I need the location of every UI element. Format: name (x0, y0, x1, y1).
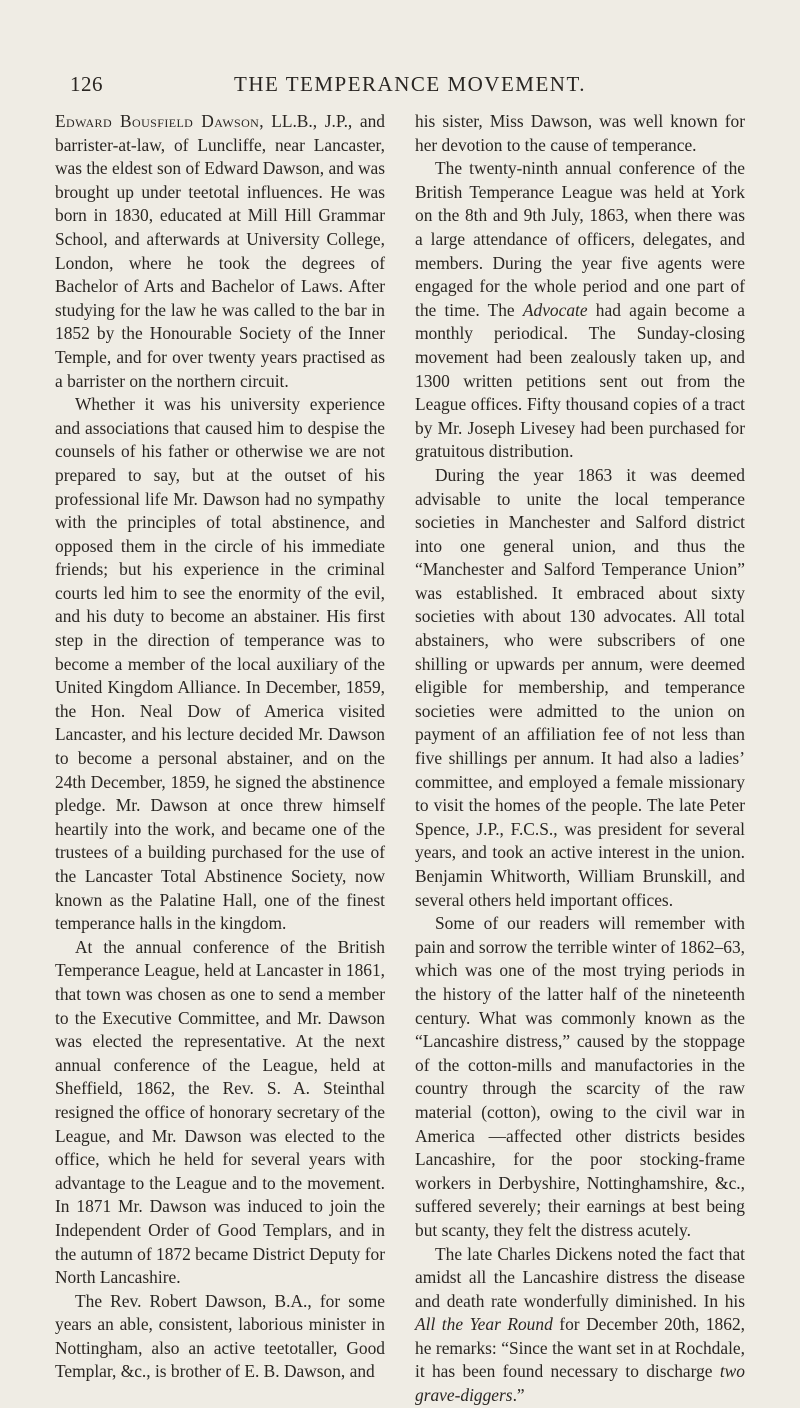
paragraph-manchester-union: During the year 1863 it was deemed advisable to unite the local temperance societies in Manchester and Salford district into one general union, and thus the “Manchester and Salford Temperance Union” was established. It embraced about sixty societies with about 130 advocates. All total abstainers, who were subscribers of one shilling or upwards per annum, were deemed eligible for membership, and temperance societies were admitted to the union on payment of an affiliation fee of not less than five shillings per annum. It had also a ladies’ committee, and employed a female missionary to visit the homes of the people. The late Peter Spence, J.P., F.C.S., was president for several years, and took an active interest in the union. Benjamin Whitworth, William Brunskill, and several others held important offices. (415, 464, 745, 910)
paragraph-miss-dawson: his sister, Miss Dawson, was well known for her devotion to the cause of temperance. (415, 111, 745, 155)
paragraph-abstinence: Whether it was his university experience and associations that caused him to despise the counsels of his father or otherwise we are not prepared to say, but at the outset of his professional life Mr. Dawson had no sympathy with the principles of total abstinence, and opposed them in the circle of his immediate friends; but his experience in the criminal courts led him to see the enormity of the evil, and his duty to become an abstainer. His first step in the direction of temperance was to become a member of the local auxiliary of the United Kingdom Alliance. In December, 1859, the Hon. Neal Dow of America visited Lancaster, and his lecture decided Mr. Dawson to become a personal abstainer, and on the 24th December, 1859, he signed the abstinence pledge. Mr. Dawson at once threw himself heartily into the work, and became one of the trustees of a building purchased for the use of the Lancaster Total Abstinence Society, now known as the Palatine Hall, one of the finest temperance halls in the kingdom. (55, 394, 385, 934)
paragraph-text: , LL.B., J.P., and barrister-at-law, of Luncliffe, near Lancaster, was the eldest son of Edward Dawson, and was brought up under teetotal influences. He was born in 1830, educated at Mill Hill Grammar School, and afterwards at University College, London, where he took the degrees of Bachelor of Arts and Bachelor of Laws. After studying for the law he was called to the bar in 1852 by the Honourable Society of the Inner Temple, and for over twenty years practised as a barrister on the northern circuit. (55, 111, 385, 391)
paragraph-dickens: The late Charles Dickens noted the fact that amidst all the Lancashire distress the disease and death rate wonderfully diminished. In his All the Year Round for December 20th, 1862, he remarks: “Since the want set in at Rochdale, it has been found necessary to discharge two grave-diggers.” (415, 1243, 745, 1406)
periodical-title: Advocate (522, 299, 588, 320)
paragraph-league-secretary: At the annual conference of the British Temperance League, held at Lancaster in 1861, that town was chosen as one to send a member to the Executive Committee, and Mr. Dawson was elected the representative. At the next annual conference of the League, held at Sheffield, 1862, the Rev. S. A. Steinthal resigned the office of honorary secretary of the League, and Mr. Dawson was elected to the office, which he held for several years with advantage to the League and to the movement. In 1871 Mr. Dawson was induced to join the Independent Order of Good Templars, and in the autumn of 1872 became District Deputy for North Lancashire. (55, 936, 385, 1288)
paragraph-lancashire-distress: Some of our readers will remember with pain and sorrow the terrible winter of 1862–63, which was one of the most trying periods in the history of the latter half of the nineteenth century. What was commonly known as the “Lancashire distress,” caused by the stoppage of the cotton-mills and manufactories in the country through the scarcity of the raw material (cotton), owing to the civil war in America —affected other districts besides Lancashire, for the poor stocking-frame workers in Derbyshire, Nottinghamshire, &c., suffered severely; their earnings at best being but scanty, they felt the distress acutely. (415, 913, 745, 1240)
page-header (70, 72, 750, 102)
paragraph-dawson-intro (55, 110, 385, 393)
paragraph-robert-dawson: The Rev. Robert Dawson, B.A., for some years an able, consistent, laborious minister in Nottingham, also an active teetotaller, Good Templar, &c., is brother of E. B. Dawson, and (55, 1290, 385, 1382)
paragraph-york-conference: The twenty-ninth annual conference of the British Temperance League was held at York on the 8th and 9th July, 1863, when there was a large attendance of officers, delegates, and members. During the year five agents were engaged for the whole period and one part of the time. The Advocate had again become a monthly periodical. The Sunday-closing movement had been zealously taken up, and 1300 written petitions sent out from the League offices. Fifty thousand copies of a tract by Mr. Joseph Livesey had been purchased for gratuitous distribution. (415, 158, 745, 462)
page-number: 126 (70, 72, 103, 96)
quote-emphasis: two grave-diggers (415, 1361, 745, 1406)
subject-name: Edward Bousfield Dawson (55, 111, 260, 131)
left-column (55, 110, 385, 1384)
right-column (415, 110, 745, 1408)
column-divider (396, 112, 397, 1272)
publication-title: All the Year Round (415, 1314, 553, 1335)
running-title: THE TEMPERANCE MOVEMENT. (234, 72, 586, 96)
